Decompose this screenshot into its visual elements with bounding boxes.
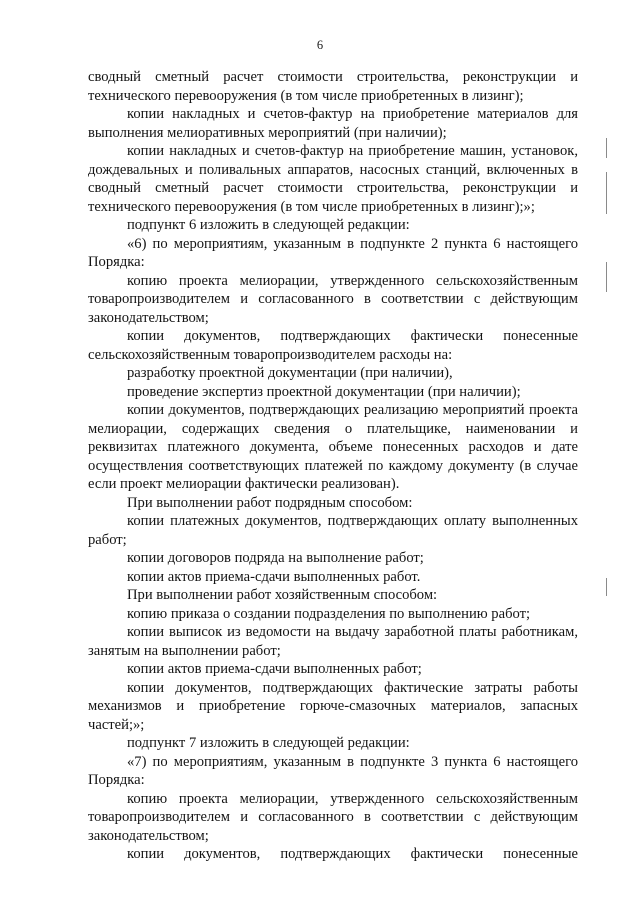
scan-mark bbox=[606, 138, 607, 158]
paragraph-6: копию проекта мелиорации, утвержденного сельскохозяйственным товаропроизводителем и согласованного в соответствии с действующим законодательством; bbox=[88, 272, 578, 326]
paragraph-9: проведение экспертиз проектной документации (при наличии); bbox=[127, 383, 521, 400]
paragraph-22: копию проекта мелиорации, утвержденного сельскохозяйственным товаропроизводителем и согласованного в соответствии с действующим законодательством; bbox=[88, 790, 578, 844]
paragraph-17: копии выписок из ведомости на выдачу заработной платы работникам, занятым на выполнении работ; bbox=[88, 624, 578, 659]
paragraph-2: копии накладных и счетов-фактур на приобретение материалов для выполнения мелиоративных мероприятий (при наличии); bbox=[88, 106, 578, 141]
paragraph-21: «7) по мероприятиям, указанным в подпункте 3 пункта 6 настоящего Порядка: bbox=[88, 753, 578, 788]
scan-mark bbox=[606, 262, 607, 292]
paragraph-23: копии документов, подтверждающих фактически понесенные bbox=[127, 846, 578, 862]
paragraph-5: «6) по мероприятиям, указанным в подпункте 2 пункта 6 настоящего Порядка: bbox=[88, 235, 578, 270]
paragraph-18: копии актов приема-сдачи выполненных работ; bbox=[127, 661, 422, 677]
paragraph-15: При выполнении работ хозяйственным способом: bbox=[127, 587, 438, 603]
paragraph-16: копию приказа о создании подразделения по выполнению работ; bbox=[127, 605, 531, 622]
document-body bbox=[88, 68, 578, 864]
paragraph-20: подпункт 7 изложить в следующей редакции: bbox=[127, 735, 410, 751]
paragraph-19: копии документов, подтверждающих фактические затраты работы механизмов и приобретение горюче-смазочных материалов, запасных частей;»; bbox=[88, 679, 578, 733]
page-number: 6 bbox=[316, 38, 324, 52]
paragraph-13: копии договоров подряда на выполнение работ; bbox=[127, 550, 424, 566]
paragraph-7: копии документов, подтверждающих фактически понесенные сельскохозяйственным товаропроизводителем расходы на: bbox=[88, 328, 578, 363]
paragraph-4: подпункт 6 изложить в следующей редакции: bbox=[127, 217, 410, 233]
paragraph-1: сводный сметный расчет стоимости строительства, реконструкции и технического перевооружения (в том числе приобретенных в лизинг); bbox=[88, 69, 578, 104]
paragraph-8: разработку проектной документации (при наличии), bbox=[127, 365, 453, 381]
paragraph-11: При выполнении работ подрядным способом: bbox=[127, 494, 413, 511]
paragraph-10: копии документов, подтверждающих реализацию мероприятий проекта мелиорации, содержащих сведения о плательщике, наименовании и реквизитах платежного документа, объеме понесенных расходов и дате осуществления соответствующих платежей по каждому документу (в случае если проект мелиорации фактически реализован). bbox=[88, 402, 578, 492]
scan-mark bbox=[606, 578, 607, 596]
paragraph-14: копии актов приема-сдачи выполненных работ. bbox=[127, 568, 421, 585]
paragraph-3: копии накладных и счетов-фактур на приобретение машин, установок, дождевальных и поливальных аппаратов, насосных станций, включенных в сводный сметный расчет стоимости строительства, реконструкции и технического перевооружения (в том числе приобретенных в лизинг);»; bbox=[88, 143, 578, 215]
paragraph-12: копии платежных документов, подтверждающих оплату выполненных работ; bbox=[88, 513, 578, 548]
scan-mark bbox=[606, 172, 607, 214]
